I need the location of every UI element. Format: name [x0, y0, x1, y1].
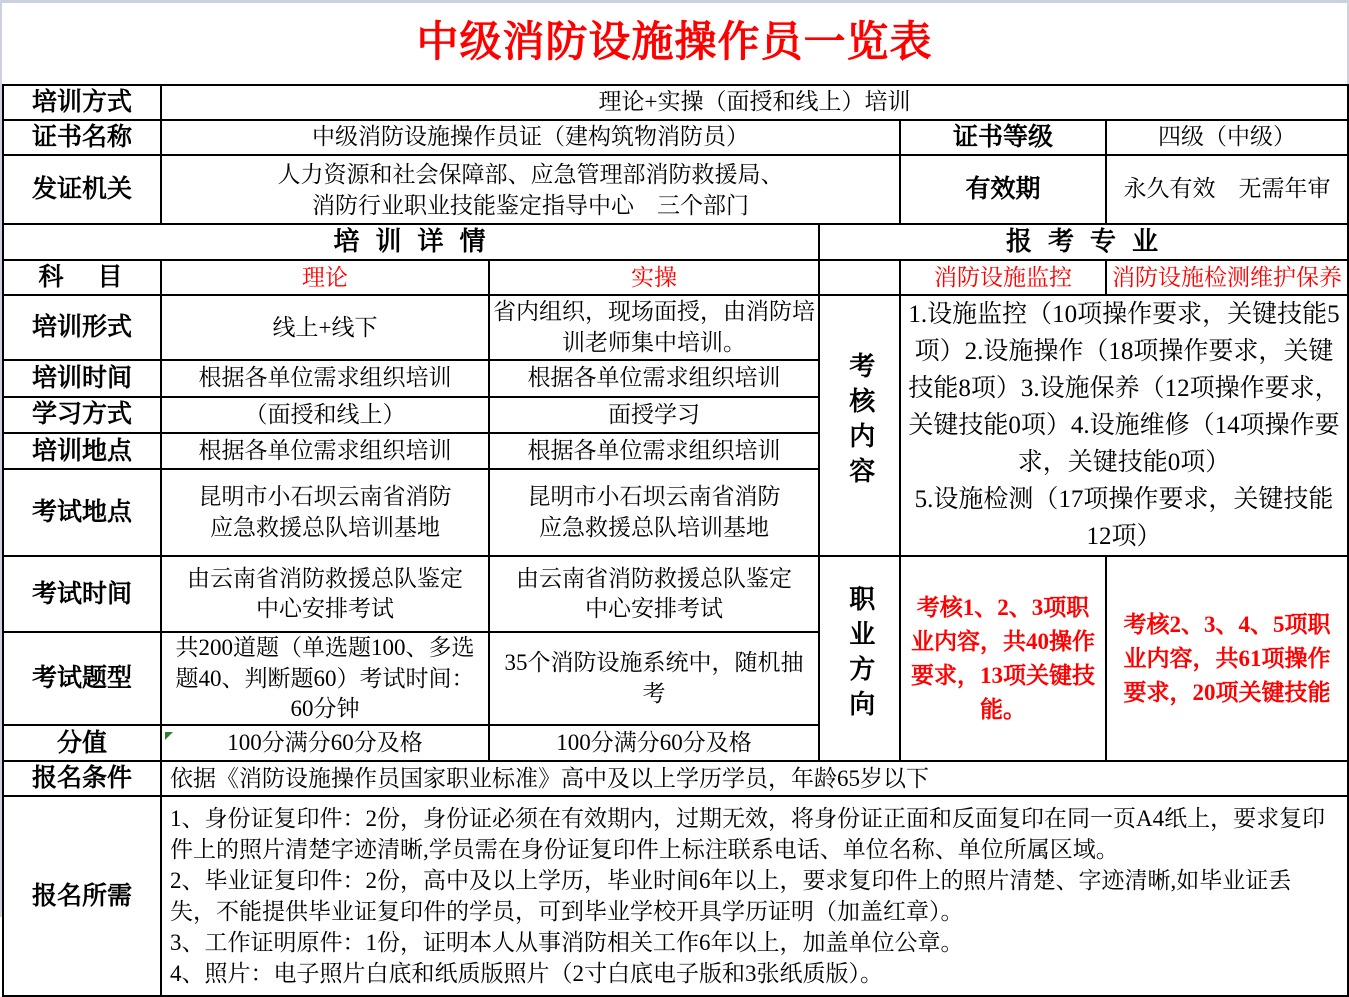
empty-corner-cell — [819, 260, 900, 295]
exam-time-label: 考试时间 — [3, 556, 161, 632]
row-training-form — [3, 295, 1348, 360]
exam-location-theory: 昆明市小石坝云南省消防应急救援总队培训基地 — [161, 469, 489, 556]
row-section-headers — [3, 224, 1348, 260]
study-method-label: 学习方式 — [3, 397, 161, 433]
row-training-method — [3, 85, 1348, 120]
registration-conditions-value: 依据《消防设施操作员国家职业标准》高中及以上学历学员，年龄65岁以下 — [161, 761, 1348, 796]
certificate-name-value: 中级消防设施操作员证（建构筑物消防员） — [161, 120, 900, 155]
page-title: 中级消防设施操作员一览表 — [416, 20, 933, 66]
exam-location-label: 考试地点 — [3, 469, 161, 556]
exam-time-theory: 由云南省消防救援总队鉴定中心安排考试 — [161, 556, 489, 632]
score-practical: 100分满分60分及格 — [489, 725, 819, 761]
assessment-paragraph-2: 5.设施检测（17项操作要求，关键技能12项） — [914, 486, 1334, 551]
registration-conditions-label: 报名条件 — [3, 761, 161, 796]
training-details-header: 培训详情 — [3, 224, 819, 260]
training-form-label: 培训形式 — [3, 295, 161, 360]
study-method-theory: （面授和线上） — [161, 397, 489, 433]
cell-comment-marker-icon — [165, 732, 173, 740]
exam-format-label: 考试题型 — [3, 632, 161, 725]
issuing-authority-value — [161, 155, 900, 224]
column-monitoring: 消防设施监控 — [900, 260, 1106, 295]
issuing-authority-line2: 消防行业职业技能鉴定指导中心 三个部门 — [312, 192, 749, 218]
requirement-item-1: 1、身份证复印件：2份，身份证必须在有效期内，过期无效，将身份证正面和反面复印在同一页A4纸上，要求复印件上的照片清楚字迹清晰,学员需在身份证复印件上标注联系电话、单位名称、单位所属区域。 — [170, 806, 1326, 863]
application-majors-header: 报考专业 — [819, 224, 1348, 260]
registration-requirements-label: 报名所需 — [3, 796, 161, 996]
training-location-label: 培训地点 — [3, 433, 161, 469]
row-issuing-authority — [3, 155, 1348, 224]
certificate-level-label: 证书等级 — [900, 120, 1106, 155]
validity-label: 有效期 — [900, 155, 1106, 224]
assessment-content-value — [900, 295, 1348, 556]
assessment-paragraph-1: 1.设施监控（10项操作要求，关键技能5项）2.设施操作（18项操作要求，关键技能8项）3.设施保养（12项操作要求，关键技能0项）4.设施维修（14项操作要求，关键技能0项） — [908, 301, 1340, 477]
score-label: 分值 — [3, 725, 161, 761]
exam-format-practical: 35个消防设施系统中，随机抽考 — [489, 632, 819, 725]
requirement-item-3: 3、工作证明原件：1份，证明本人从事消防相关工作6年以上，加盖单位公章。 — [170, 930, 964, 956]
training-time-theory: 根据各单位需求组织培训 — [161, 360, 489, 396]
score-theory: 100分满分60分及格 — [161, 725, 489, 761]
training-method-value: 理论+实操（面授和线上）培训 — [161, 85, 1348, 120]
training-time-label: 培训时间 — [3, 360, 161, 396]
column-practical: 实操 — [489, 260, 819, 295]
overview-table — [2, 84, 1349, 997]
issuing-authority-line1: 人力资源和社会保障部、应急管理部消防救援局、 — [277, 161, 784, 187]
training-form-practical: 省内组织，现场面授，由消防培训老师集中培训。 — [489, 295, 819, 360]
validity-value: 永久有效 无需年审 — [1106, 155, 1348, 224]
exam-time-practical: 由云南省消防救援总队鉴定中心安排考试 — [489, 556, 819, 632]
certificate-name-label: 证书名称 — [3, 120, 161, 155]
row-registration-conditions — [3, 761, 1348, 796]
career-monitoring-value: 考核1、2、3项职业内容，共40操作要求，13项关键技能。 — [900, 556, 1106, 761]
training-time-practical: 根据各单位需求组织培训 — [489, 360, 819, 396]
exam-format-theory: 共200道题（单选题100、多选题40、判断题60）考试时间：60分钟 — [161, 632, 489, 725]
column-theory: 理论 — [161, 260, 489, 295]
assessment-content-label: 考核内容 — [819, 295, 900, 556]
row-registration-requirements — [3, 796, 1348, 996]
career-maintenance-value: 考核2、3、4、5项职业内容，共61项操作要求，20项关键技能 — [1106, 556, 1348, 761]
certificate-level-value: 四级（中级） — [1106, 120, 1348, 155]
training-location-practical: 根据各单位需求组织培训 — [489, 433, 819, 469]
exam-location-practical: 昆明市小石坝云南省消防应急救援总队培训基地 — [489, 469, 819, 556]
training-form-theory: 线上+线下 — [161, 295, 489, 360]
row-exam-time — [3, 556, 1348, 632]
row-certificate-name — [3, 120, 1348, 155]
study-method-practical: 面授学习 — [489, 397, 819, 433]
row-subjects — [3, 260, 1348, 295]
career-direction-label: 职业方向 — [819, 556, 900, 761]
subject-label: 科目 — [3, 260, 161, 295]
requirement-item-2: 2、毕业证复印件：2份，高中及以上学历，毕业时间6年以上，要求复印件上的照片清楚、字迹清晰,如毕业证丢失，不能提供毕业证复印件的学员，可到毕业学校开具学历证明（加盖红章）。 — [170, 868, 1292, 925]
column-maintenance: 消防设施检测维护保养 — [1106, 260, 1348, 295]
requirement-item-4: 4、照片：电子照片白底和纸质版照片（2寸白底电子版和3张纸质版）。 — [170, 961, 883, 987]
training-location-theory: 根据各单位需求组织培训 — [161, 433, 489, 469]
issuing-authority-label: 发证机关 — [3, 155, 161, 224]
training-method-label: 培训方式 — [3, 85, 161, 120]
registration-requirements-value — [161, 796, 1348, 996]
